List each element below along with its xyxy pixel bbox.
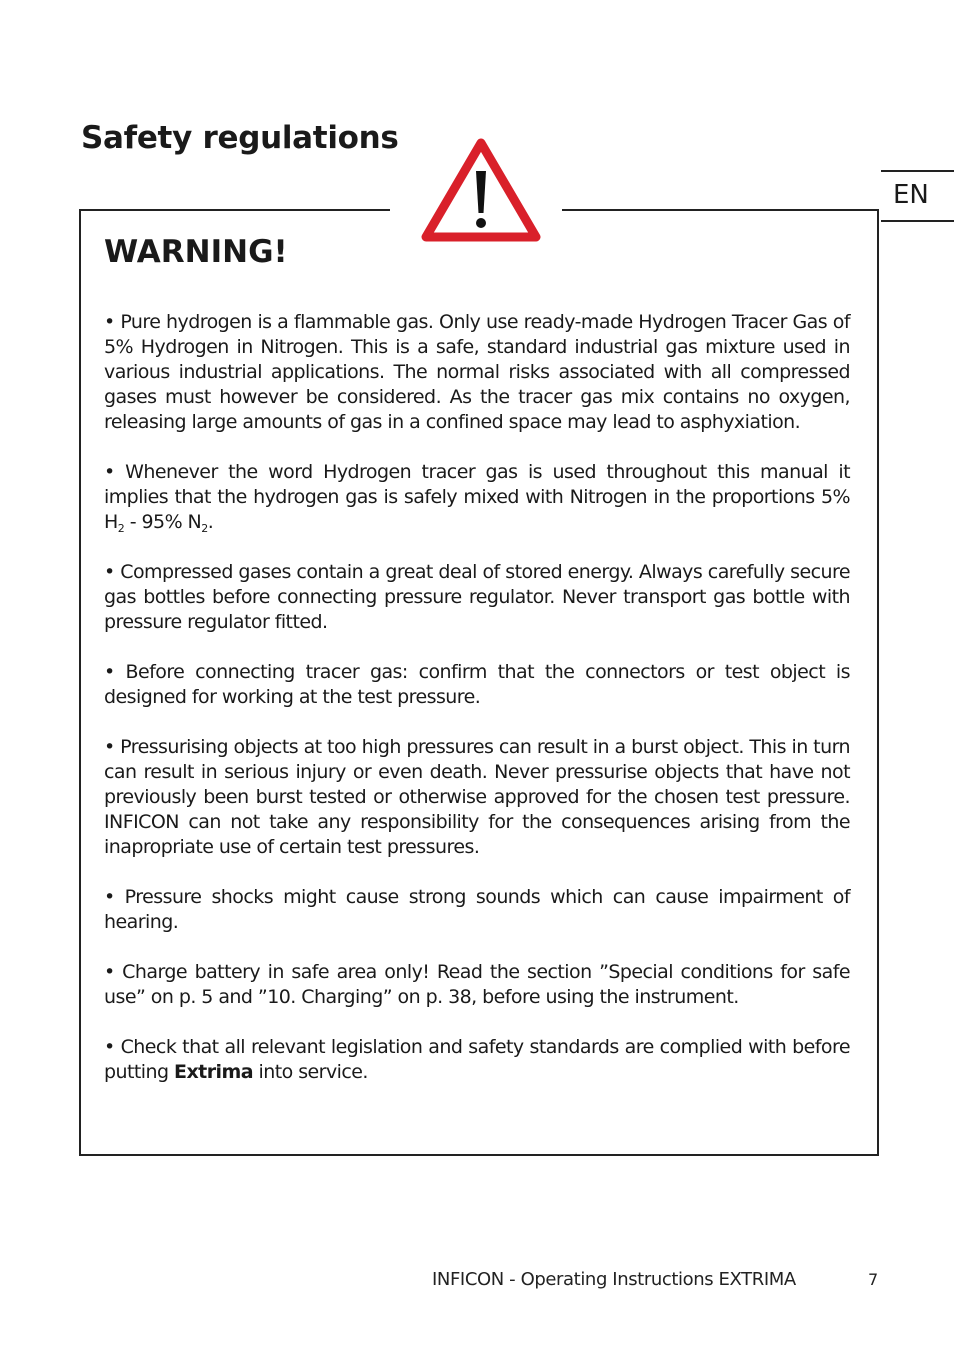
list-item — [104, 1035, 850, 1085]
list-item — [104, 460, 850, 535]
warning-heading: WARNING! — [104, 234, 288, 270]
list-item: • Before connecting tracer gas: confirm that the connectors or test object is designed for working at the test pressure. — [104, 661, 850, 708]
page-title: Safety regulations — [81, 120, 399, 156]
list-item-text: • Whenever the word Hydrogen tracer gas is used throughout this manual it implies that the hydrogen gas is safely mixed with Nitrogen in the proportions 5% H — [104, 461, 850, 533]
page-number: 7 — [868, 1270, 879, 1289]
list-item: • Pure hydrogen is a flammable gas. Only use ready-made Hydrogen Tracer Gas of 5% Hydrogen in Nitrogen. This is a safe, standard industrial gas mixture used in various industrial applications. The normal risks associated with all compressed gases must however be considered. As the tracer gas mix contains no oxygen, releasing large amounts of gas in a confined space may lead to asphyxiation. — [104, 311, 850, 433]
language-tab — [881, 170, 954, 222]
warning-triangle-icon — [418, 133, 544, 245]
list-item-text: - 95% N — [124, 511, 202, 533]
safety-list — [104, 310, 850, 1110]
list-item-text: . — [207, 511, 214, 533]
warning-box-top-border-left — [79, 209, 390, 211]
subscript: 2 — [201, 522, 208, 535]
footer-text: INFICON - Operating Instructions EXTRIMA — [432, 1269, 796, 1290]
list-item: • Pressurising objects at too high pressures can result in a burst object. This in turn can result in serious injury or even death. Never pressurise objects that have not previously been burst tested or otherwise approved for the chosen test pressure. INFICON can not take any responsibility for the consequences arising from the inapropriate use of certain test pressures. — [104, 736, 850, 858]
language-tab-label: EN — [893, 180, 929, 210]
warning-box-top-border-right — [562, 209, 877, 211]
subscript: 2 — [117, 522, 125, 535]
list-item-text: into service. — [253, 1061, 368, 1083]
list-item: • Compressed gases contain a great deal of stored energy. Always carefully secure gas bottles before connecting pressure regulator. Never transport gas bottle with pressure regulator fitted. — [104, 561, 850, 633]
list-item: • Pressure shocks might cause strong sounds which can cause impairment of hearing. — [104, 886, 850, 933]
product-name: Extrima — [174, 1061, 254, 1083]
list-item: • Charge battery in safe area only! Read the section ”Special conditions for safe use” on p. 5 and ”10. Charging” on p. 38, before using the instrument. — [104, 961, 850, 1008]
list-item-text: • Check that all relevant legislation and safety standards are complied with before putting — [104, 1036, 850, 1083]
